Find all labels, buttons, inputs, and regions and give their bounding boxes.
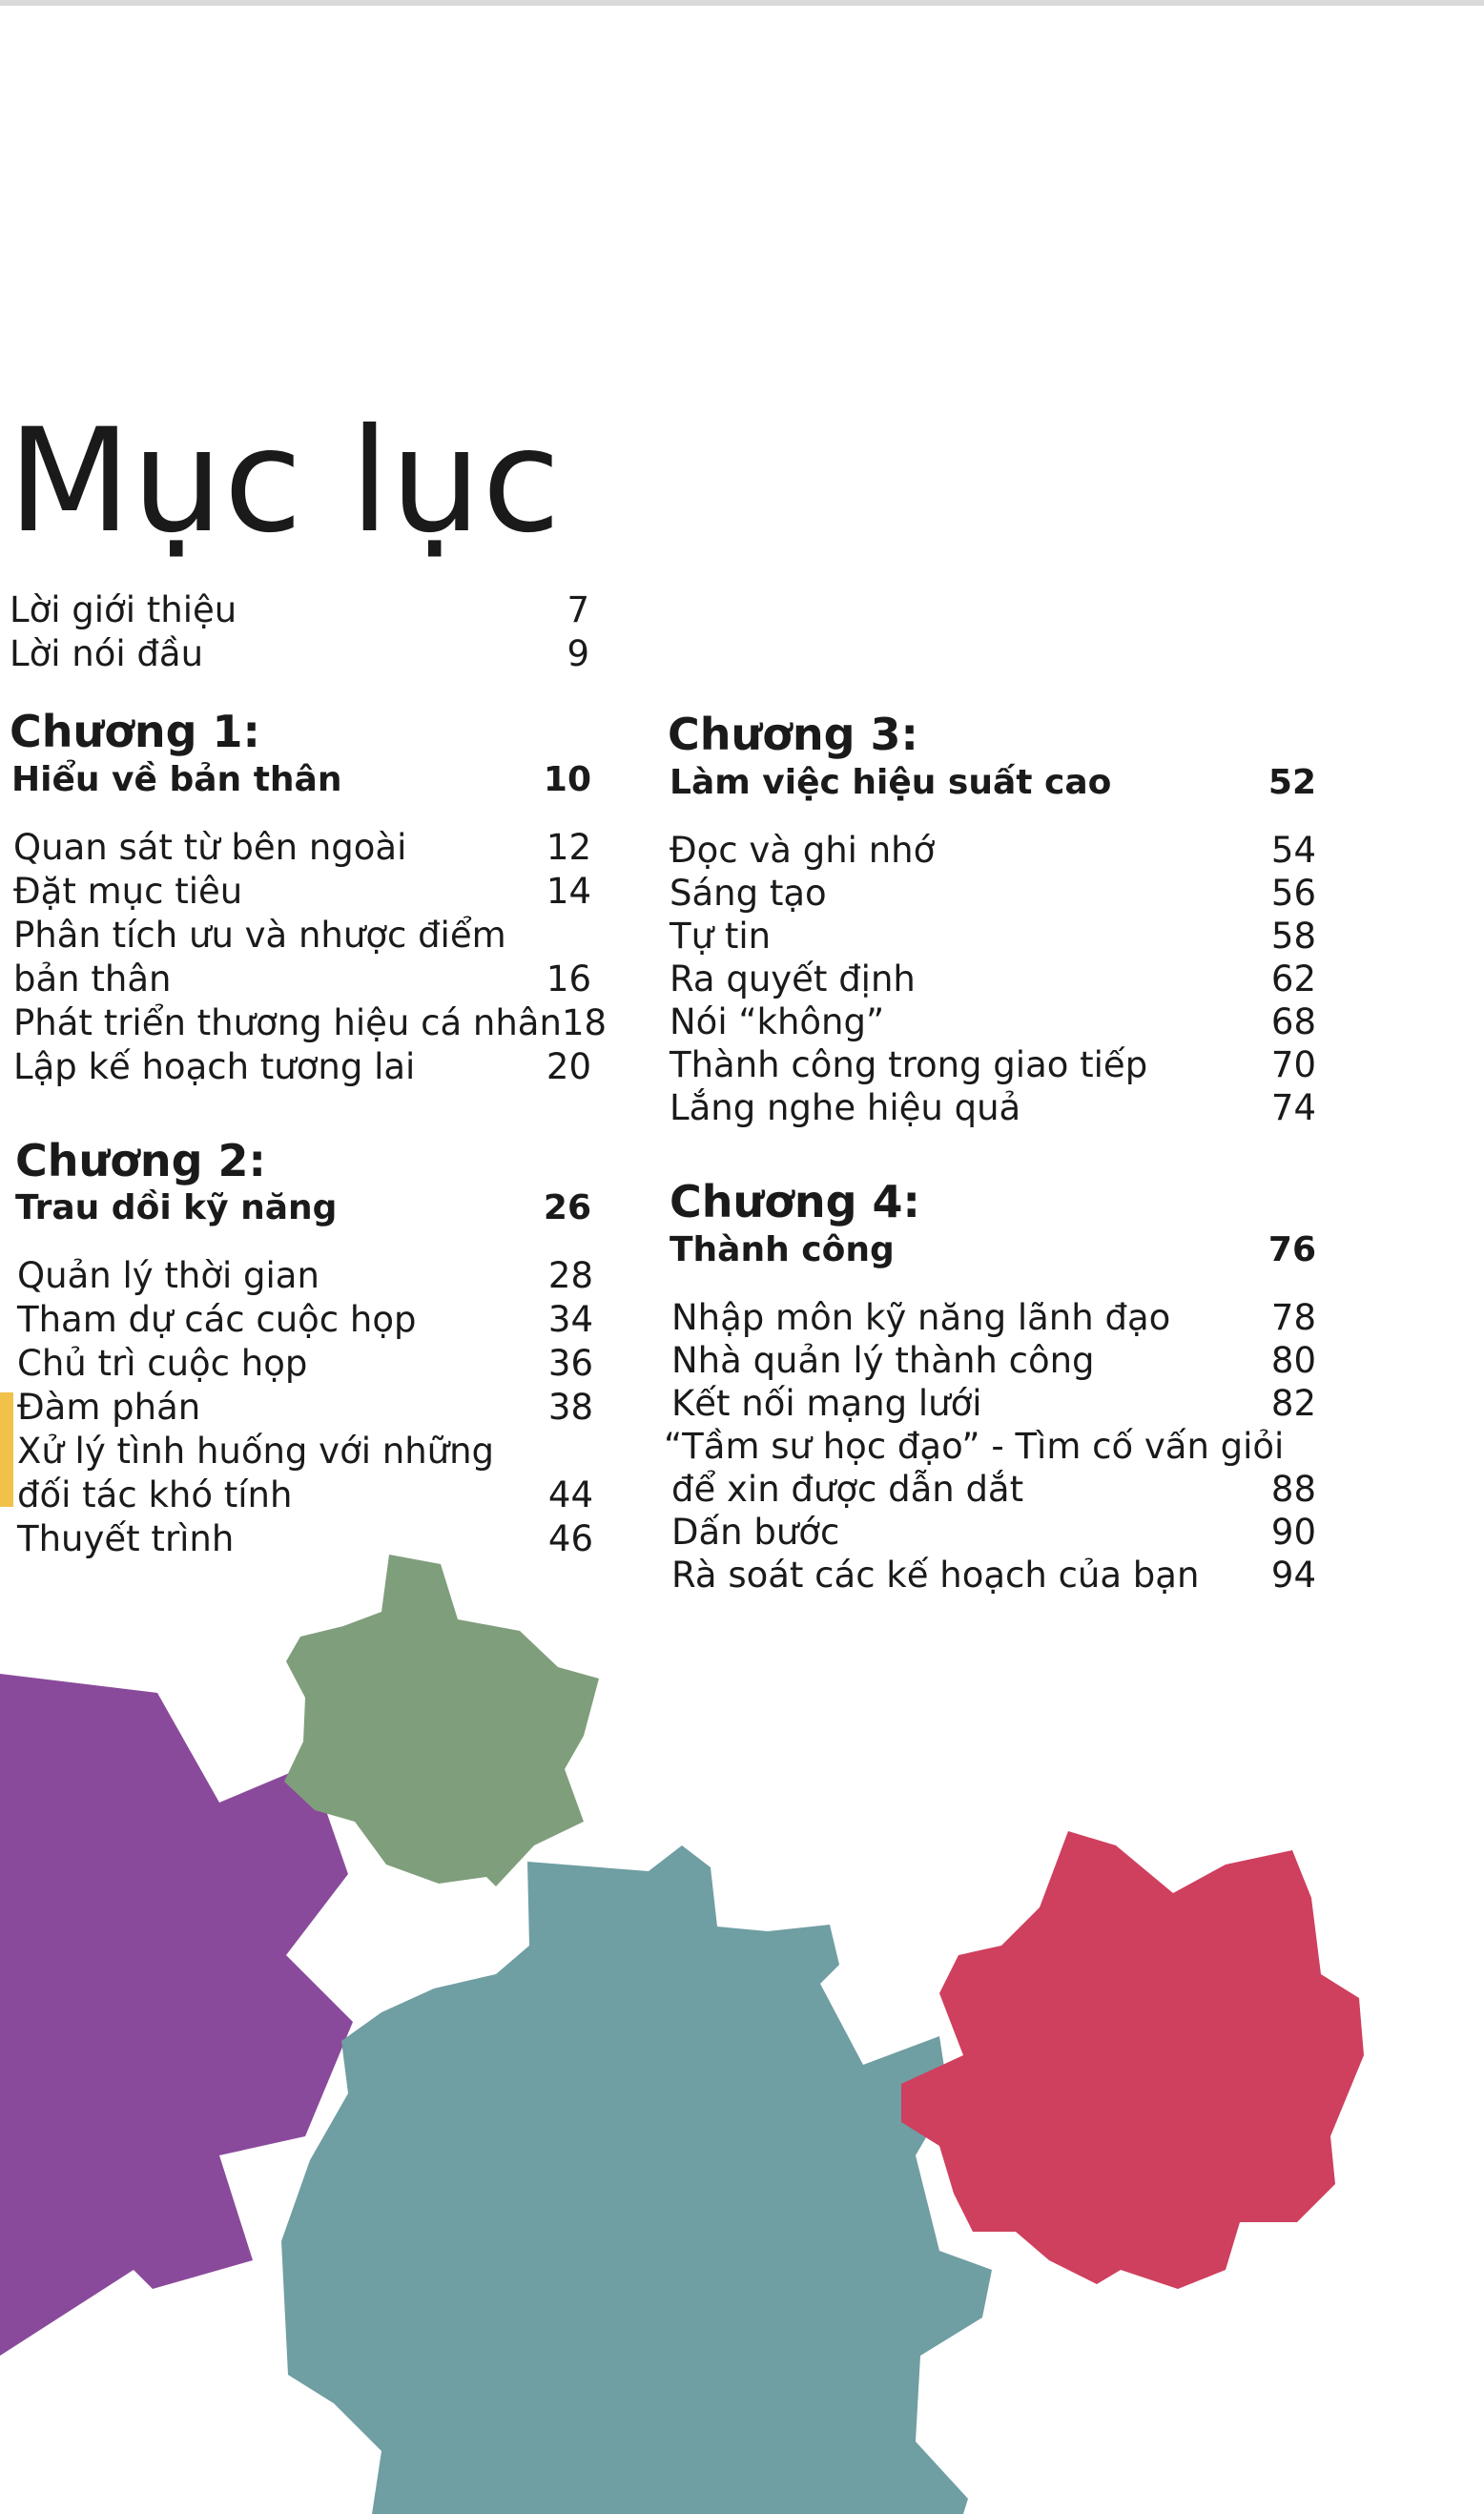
entry-page: 82 [1270,1383,1316,1424]
toc-entry [13,871,591,912]
entry-label: Nói “không” [670,1001,885,1042]
entry-page: 9 [567,633,589,674]
toc-entry [670,1087,1316,1128]
entry-page: 44 [547,1474,593,1515]
toc-intro-entry [10,633,589,674]
entry-page: 36 [547,1343,593,1384]
entry-label: Lời nói đầu [10,633,204,674]
toc-entry [670,916,1316,957]
entry-page: 58 [1270,916,1316,957]
toc-entry [670,873,1316,914]
entry-label: Thành công trong giao tiếp [670,1044,1148,1085]
chapter-subtitle: Trau dồi kỹ năng [15,1188,338,1227]
chapter-1-title-row [11,760,591,799]
entry-label: Đàm phán [17,1387,201,1428]
toc-entry [17,1343,593,1384]
chapter-page: 52 [1268,763,1316,802]
chapter-2-heading: Chương 2: [15,1135,266,1186]
toc-entry [17,1431,593,1472]
toc-entry [664,1426,1316,1467]
entry-label: Tham dự các cuộc họp [17,1299,417,1340]
entry-page: 38 [547,1387,593,1428]
toc-entry [13,915,591,956]
entry-label: Phân tích ưu và nhược điểm [13,915,506,956]
red-gear-icon [901,1831,1364,2289]
entry-label: bản thân [13,958,172,999]
entry-page: 54 [1270,830,1316,871]
chapter-3-title-row [670,763,1316,802]
entry-label: Nhà quản lý thành công [671,1340,1095,1381]
toc-intro-entry [10,589,589,630]
entry-label: Thuyết trình [17,1518,235,1559]
entry-label: “Tầm sư học đạo” - Tìm cố vấn giỏi [664,1426,1285,1467]
entry-page: 14 [546,871,591,912]
entry-page: 68 [1270,1001,1316,1042]
entry-label: đối tác khó tính [17,1474,293,1515]
entry-page: 16 [546,958,591,999]
entry-label: Lắng nghe hiệu quả [670,1087,1021,1128]
entry-label: Đọc và ghi nhớ [670,830,936,871]
toc-entry [670,1001,1316,1042]
entry-label: Sáng tạo [670,873,827,914]
entry-label: Tự tin [670,916,772,957]
toc-entry [13,958,591,999]
entry-label: để xin được dẫn dắt [671,1469,1024,1510]
chapter-1-heading: Chương 1: [10,706,260,757]
chapter-3-heading: Chương 3: [668,709,918,760]
entry-page: 18 [561,1002,608,1043]
entry-label: Kết nối mạng lưới [671,1383,982,1424]
chapter-page: 76 [1268,1230,1316,1269]
entry-label: Chủ trì cuộc họp [17,1343,308,1384]
chapter-subtitle: Hiểu về bản thân [11,760,342,799]
toc-entry [670,830,1316,871]
chapter-subtitle: Thành công [670,1230,895,1269]
entry-page: 62 [1270,958,1316,999]
toc-entry [671,1383,1316,1424]
entry-page: 94 [1270,1555,1316,1596]
entry-page: 88 [1270,1469,1316,1510]
entry-page: 78 [1270,1297,1316,1338]
toc-entry [671,1512,1316,1553]
entry-page: 74 [1270,1087,1316,1128]
entry-label: Quản lý thời gian [17,1255,319,1296]
toc-entry [13,1046,591,1087]
entry-page: 7 [567,589,589,630]
entry-page: 12 [546,827,591,868]
chapter-subtitle: Làm việc hiệu suất cao [670,763,1112,802]
toc-entry [671,1469,1316,1510]
page-title: Mục lục [8,399,562,565]
toc-entry [13,827,591,868]
entry-page: 80 [1270,1340,1316,1381]
toc-entry [671,1297,1316,1338]
entry-label: Quan sát từ bên ngoài [13,827,407,868]
toc-entry [17,1255,593,1296]
chapter-2-title-row [15,1188,591,1227]
entry-label: Dấn bước [671,1512,840,1553]
entry-label: Nhập môn kỹ năng lãnh đạo [671,1297,1171,1338]
chapter-4-heading: Chương 4: [670,1176,920,1227]
entry-label: Ra quyết định [670,958,916,999]
entry-page: 56 [1270,873,1316,914]
teal-gear-icon [281,1845,992,2514]
chapter-page: 10 [543,760,591,799]
chapter-page: 26 [543,1188,591,1227]
toc-entry [670,958,1316,999]
entry-label: Lời giới thiệu [10,589,237,630]
entry-page: 20 [546,1046,591,1087]
toc-entry [671,1555,1316,1596]
toc-entry [671,1340,1316,1381]
entry-page: 46 [547,1518,593,1559]
toc-entry [13,1002,608,1043]
entry-page: 34 [547,1299,593,1340]
entry-page: 90 [1270,1512,1316,1553]
entry-page: 70 [1270,1044,1316,1085]
chapter-4-title-row [670,1230,1316,1269]
toc-entry [17,1387,593,1428]
entry-page: 28 [547,1255,593,1296]
toc-entry [17,1518,593,1559]
entry-label: Đặt mục tiêu [13,871,243,912]
entry-label: Rà soát các kế hoạch của bạn [671,1555,1200,1596]
entry-label: Phát triển thương hiệu cá nhân [13,1002,562,1043]
entry-label: Xử lý tình huống với những [17,1431,495,1472]
toc-entry [17,1474,593,1515]
entry-label: Lập kế hoạch tương lai [13,1046,416,1087]
toc-entry [670,1044,1316,1085]
toc-entry [17,1299,593,1340]
